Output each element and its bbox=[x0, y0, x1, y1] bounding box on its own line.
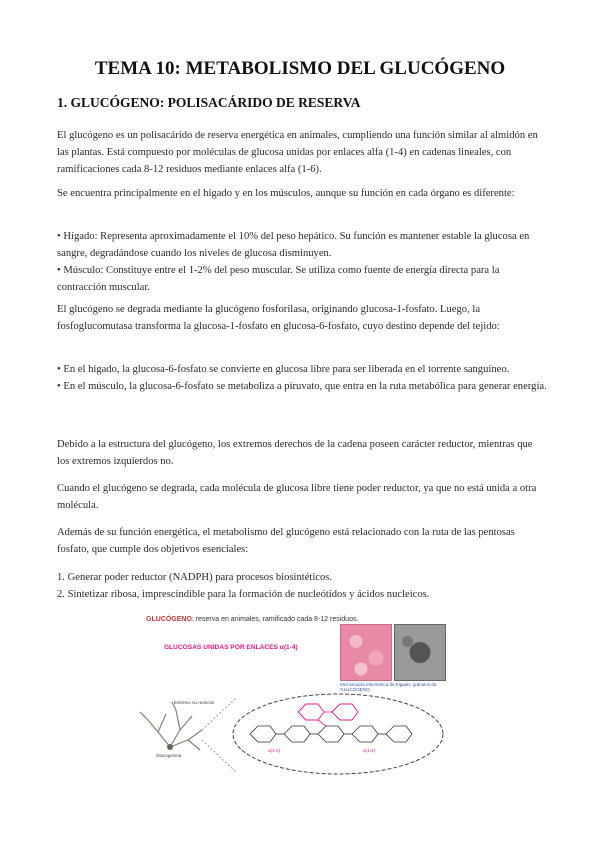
paragraph-text: Cuando el glucógeno se degrada, cada molécula de glucosa libre tiene poder reductor, ya que no está unida a otra molécula. bbox=[57, 483, 537, 511]
paragraph-degradation bbox=[57, 301, 547, 335]
glycogen-structure-diagram bbox=[118, 612, 498, 782]
section-heading: 1. GLUCÓGENO: POLISACÁRIDO DE RESERVA bbox=[57, 95, 361, 110]
glycogen-figure bbox=[118, 612, 498, 782]
glucose-ring bbox=[352, 726, 378, 742]
svg-text:α(1-6): α(1-6) bbox=[268, 748, 281, 753]
bullet-item: • Hígado: Representa aproximadamente el 10% del peso hepático. Su función es mantener estable la glucosa en sangre, degradándose cuando los niveles de glucosa disminuyen. bbox=[57, 231, 530, 259]
glucose-chain bbox=[250, 704, 412, 753]
glucose-ring bbox=[284, 726, 310, 742]
figure-title-keyword: GLUCÓGENO bbox=[146, 616, 192, 623]
zoom-line-bottom bbox=[202, 740, 236, 772]
svg-text:α(1-4): α(1-4) bbox=[363, 748, 376, 753]
numbered-item: 2. Sintetizar ribosa, imprescindible para la formación de nucleótidos y ácidos nucleicos. bbox=[57, 589, 430, 600]
glucose-ring-branch bbox=[298, 704, 324, 720]
bullet-item: • Músculo: Constituye entre el 1-2% del peso muscular. Se utiliza como fuente de energía directa para la contracción muscular. bbox=[57, 265, 500, 293]
glucose-ring bbox=[386, 726, 412, 742]
glucose-ring bbox=[318, 726, 344, 742]
paragraph-location bbox=[57, 185, 547, 202]
glucose-ring bbox=[250, 726, 276, 742]
glucose-ring-branch bbox=[332, 704, 358, 720]
label-glycogenin: Glucogenina bbox=[156, 753, 182, 758]
paragraph-pentoses bbox=[57, 524, 547, 558]
micrograph-caption: Microscopía electrónica de hígado; gránulos de GLUCÓGENO bbox=[340, 682, 437, 692]
paragraph-free-glucose bbox=[57, 480, 547, 514]
paragraph-text: Debido a la estructura del glucógeno, los extremos derechos de la cadena poseen carácter reductor, mientras que los extremos izquierdos no. bbox=[57, 439, 533, 467]
numbered-list-objectives bbox=[57, 569, 547, 603]
bullet-item: • En el músculo, la glucosa-6-fosfato se metaboliza a piruvato, que entra en la ruta metabólica para generar energía. bbox=[57, 381, 547, 392]
paragraph-reducing-ends bbox=[57, 436, 547, 470]
bullet-item: • En el hígado, la glucosa-6-fosfato se convierte en glucosa libre para ser liberada en el torrente sanguíneo. bbox=[57, 364, 510, 375]
paragraph-text: Se encuentra principalmente en el hígado y en los músculos, aunque su función en cada órgano es diferente: bbox=[57, 188, 515, 199]
zoom-line-top bbox=[202, 698, 236, 730]
glycogenin-core bbox=[167, 744, 173, 750]
paragraph-text: El glucógeno es un polisacárido de reserva energética en animales, cumpliendo una función similar al almidón en las plantas. Está compuesto por moléculas de glucosa unidas por enlaces alfa (1-4) en cadenas lineales, con ramificaciones cada 8-12 residuos mediante enlaces alfa (1-6). bbox=[57, 130, 538, 175]
bullet-list-organs bbox=[57, 228, 547, 296]
branch-tree-drawing bbox=[140, 702, 202, 750]
bullet-list-tissue bbox=[57, 361, 547, 395]
figure-title-text: : reserva en animales, ramificado cada 8-12 residuos. bbox=[191, 616, 359, 623]
page-title: TEMA 10: METABOLISMO DEL GLUCÓGENO bbox=[94, 58, 506, 79]
paragraph-text: El glucógeno se degrada mediante la glucógeno fosforilasa, originando glucosa-1-fosfato. Luego, la fosfoglucomutasa transforma la glucosa-1-fosfato en glucosa-6-fosfato, cuyo destino depende del tejido: bbox=[57, 304, 500, 332]
numbered-item: 1. Generar poder reductor (NADPH) para procesos biosintéticos. bbox=[57, 572, 333, 583]
paragraph-intro bbox=[57, 127, 547, 178]
figure-subtitle: GLUCOSAS UNIDAS POR ENLACES α(1-4) bbox=[164, 644, 298, 651]
label-non-reducing-end: Extremo no reductor bbox=[174, 700, 215, 705]
paragraph-text: Además de su función energética, el metabolismo del glucógeno está relacionado con la ruta de las pentosas fosfato, que cumple dos objetivos esenciales: bbox=[57, 527, 515, 555]
